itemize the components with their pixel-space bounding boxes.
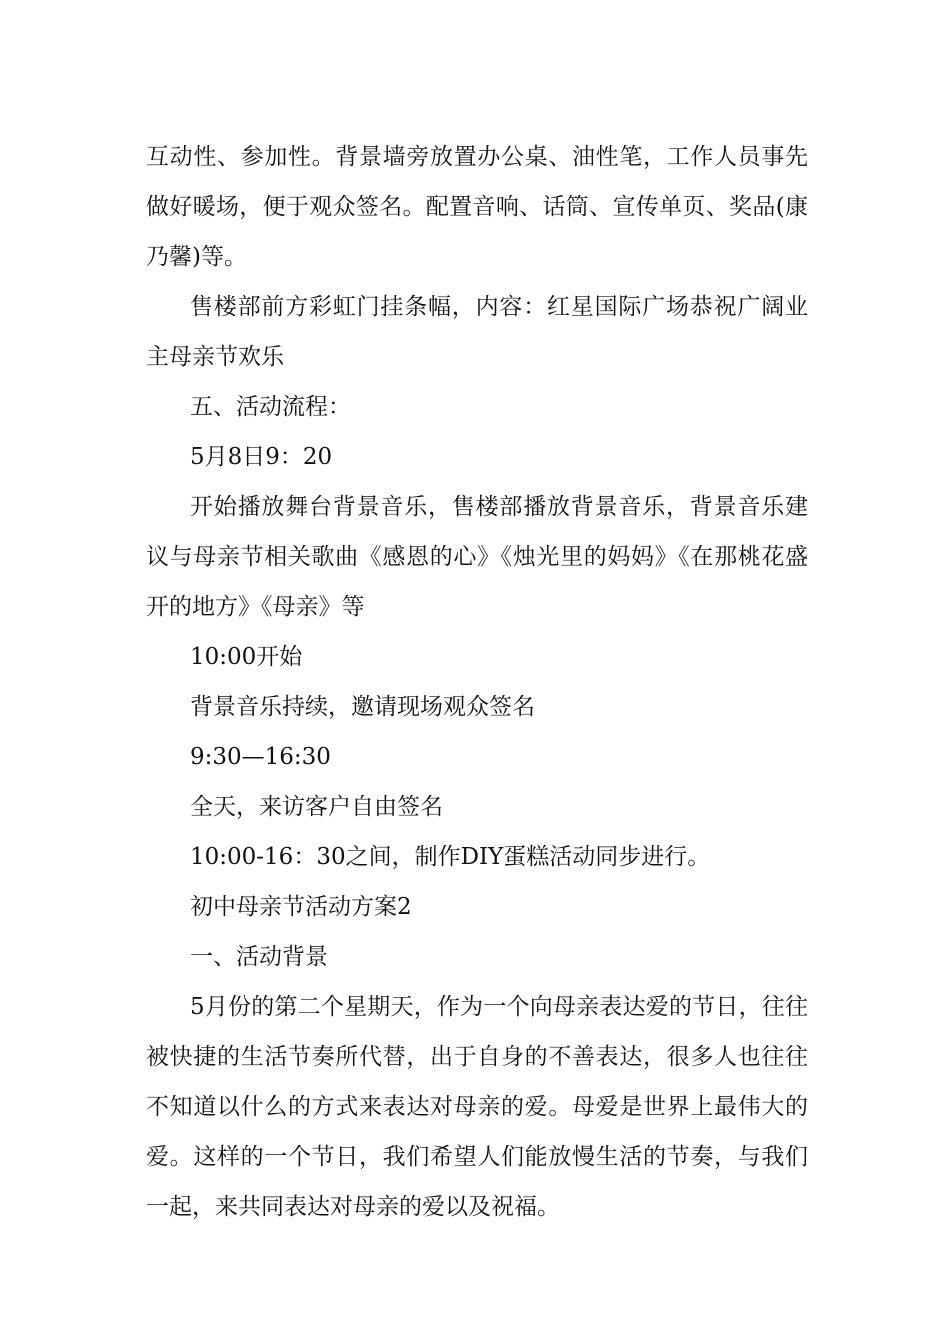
paragraph-music: 开始播放舞台背景音乐，售楼部播放背景音乐，背景音乐建议与母亲节相关歌曲《感恩的心》《烛光里的妈妈》《在那桃花盛开的地方》《母亲》等 (146, 494, 808, 620)
paragraph-banner: 售楼部前方彩虹门挂条幅，内容：红星国际广场恭祝广阔业主母亲节欢乐 (146, 294, 808, 370)
section-heading-background: 一、活动背景 (190, 944, 328, 970)
paragraph-time-1000: 10:00开始 (190, 644, 303, 670)
paragraph-signing: 背景音乐持续，邀请现场观众签名 (190, 694, 535, 720)
section-heading-activity-flow: 五、活动流程： (190, 394, 351, 420)
paragraph-all-day: 全天，来访客户自由签名 (190, 794, 443, 820)
paragraph-background: 5月份的第二个星期天，作为一个向母亲表达爱的节日，往往被快捷的生活节奏所代替，出于自身的不善表达，很多人也往往不知道以什么的方式来表达对母亲的爱。母爱是世界上最伟大的爱。这样的一个节日，我们希望人们能放慢生活的节奏，与我们一起，来共同表达对母亲的爱以及祝福。 (146, 994, 808, 1220)
paragraph-time-start: 5月8日9：20 (190, 444, 333, 470)
document-body (146, 132, 808, 1232)
paragraph-venue-setup: 互动性、参加性。背景墙旁放置办公桌、油性笔，工作人员事先做好暖场，便于观众签名。配置音响、话筒、宣传单页、奖品(康乃馨)等。 (146, 144, 808, 270)
paragraph-diy-cake: 10:00-16：30之间，制作DIY蛋糕活动同步进行。 (190, 844, 711, 870)
plan-title-2: 初中母亲节活动方案2 (190, 894, 412, 920)
paragraph-time-range: 9:30—16:30 (190, 744, 331, 770)
